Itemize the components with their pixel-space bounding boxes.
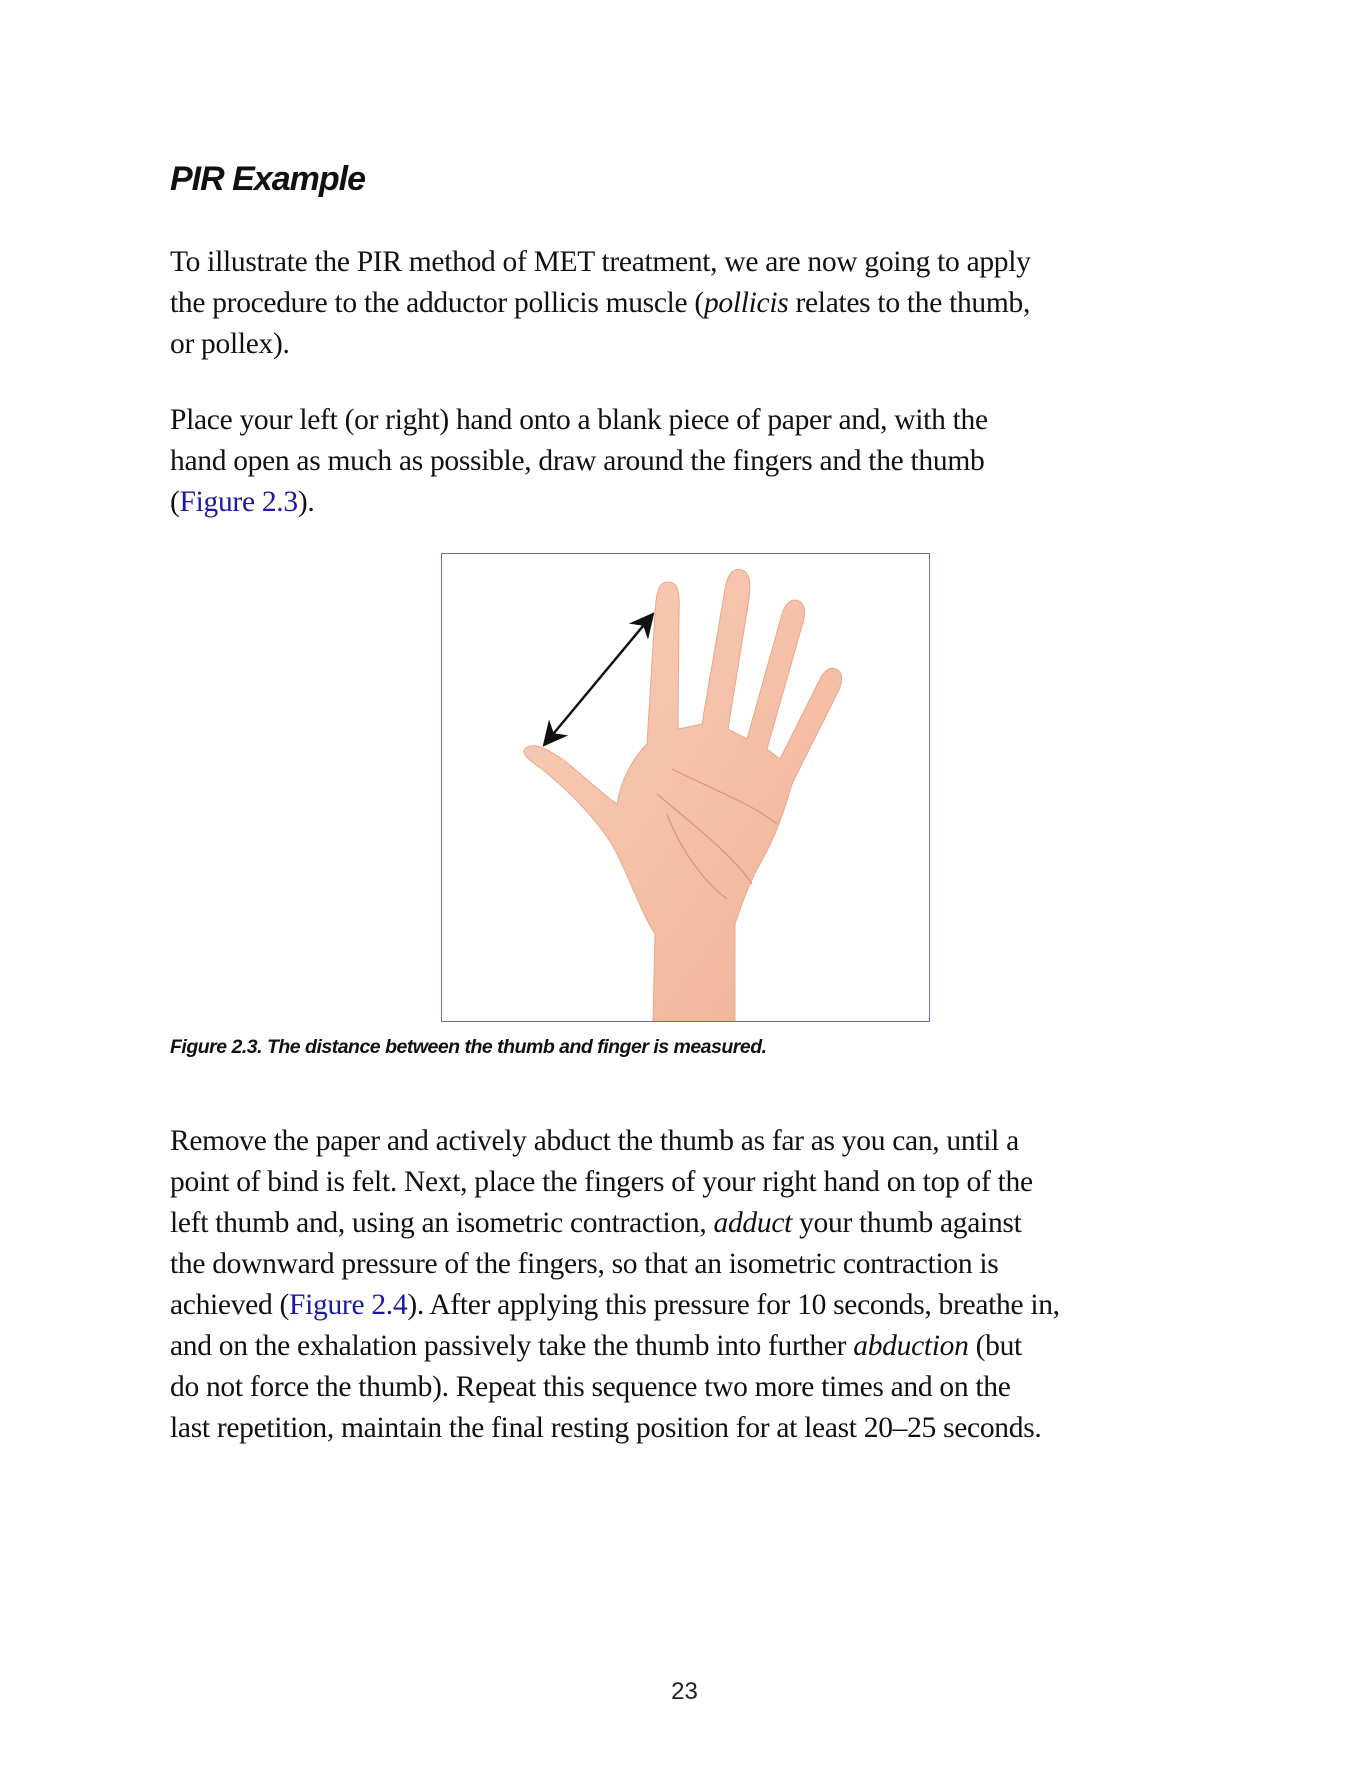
- text: relates to the thumb,: [788, 287, 1031, 319]
- paragraph-1-line: or pollex).: [170, 328, 290, 360]
- measurement-arrow-icon: [549, 620, 648, 739]
- paragraph-2-line: hand open as much as possible, draw around the fingers and the thumb: [170, 445, 985, 477]
- text: ). After applying this pressure for 10 seconds, breathe in,: [407, 1289, 1060, 1321]
- text: ).: [297, 486, 315, 518]
- text: (but: [968, 1330, 1022, 1362]
- text: your thumb against: [792, 1207, 1022, 1239]
- paragraph-3-line: do not force the thumb). Repeat this sequence two more times and on the: [170, 1371, 1011, 1403]
- figure-2-4-link[interactable]: Figure 2.4: [289, 1289, 408, 1321]
- text: achieved (: [170, 1289, 290, 1321]
- text: the procedure to the adductor pollicis muscle (: [170, 287, 704, 319]
- figure-2-3-image: [441, 553, 930, 1022]
- italic-term: pollicis: [703, 287, 789, 319]
- text: left thumb and, using an isometric contraction,: [170, 1207, 714, 1239]
- text: (: [170, 486, 180, 518]
- figure-caption: Figure 2.3. The distance between the thumb and finger is measured.: [170, 1036, 767, 1058]
- section-heading: PIR Example: [170, 160, 365, 198]
- text: and on the exhalation passively take the thumb into further: [170, 1330, 854, 1362]
- italic-term: abduction: [853, 1330, 969, 1362]
- paragraph-2-line: [170, 485, 314, 519]
- paragraph-2-line: Place your left (or right) hand onto a blank piece of paper and, with the: [170, 404, 988, 436]
- paragraph-3-line: point of bind is felt. Next, place the fingers of your right hand on top of the: [170, 1166, 1033, 1198]
- page-number: 23: [671, 1678, 698, 1705]
- figure-2-3-link[interactable]: Figure 2.3: [179, 486, 298, 518]
- paragraph-3-line: Remove the paper and actively abduct the thumb as far as you can, until a: [170, 1125, 1019, 1157]
- paragraph-1-line: [170, 286, 1030, 320]
- paragraph-3-line: [170, 1329, 1022, 1363]
- paragraph-3-line: [170, 1288, 1060, 1322]
- hand-illustration: [442, 554, 929, 1021]
- paragraph-1-line: To illustrate the PIR method of MET treatment, we are now going to apply: [170, 246, 1031, 278]
- paragraph-3-line: [170, 1206, 1021, 1240]
- hand-shape: [524, 570, 842, 1021]
- paragraph-3-line: the downward pressure of the fingers, so that an isometric contraction is: [170, 1248, 999, 1280]
- italic-term: adduct: [713, 1207, 793, 1239]
- paragraph-3-line: last repetition, maintain the final resting position for at least 20–25 seconds.: [170, 1412, 1042, 1444]
